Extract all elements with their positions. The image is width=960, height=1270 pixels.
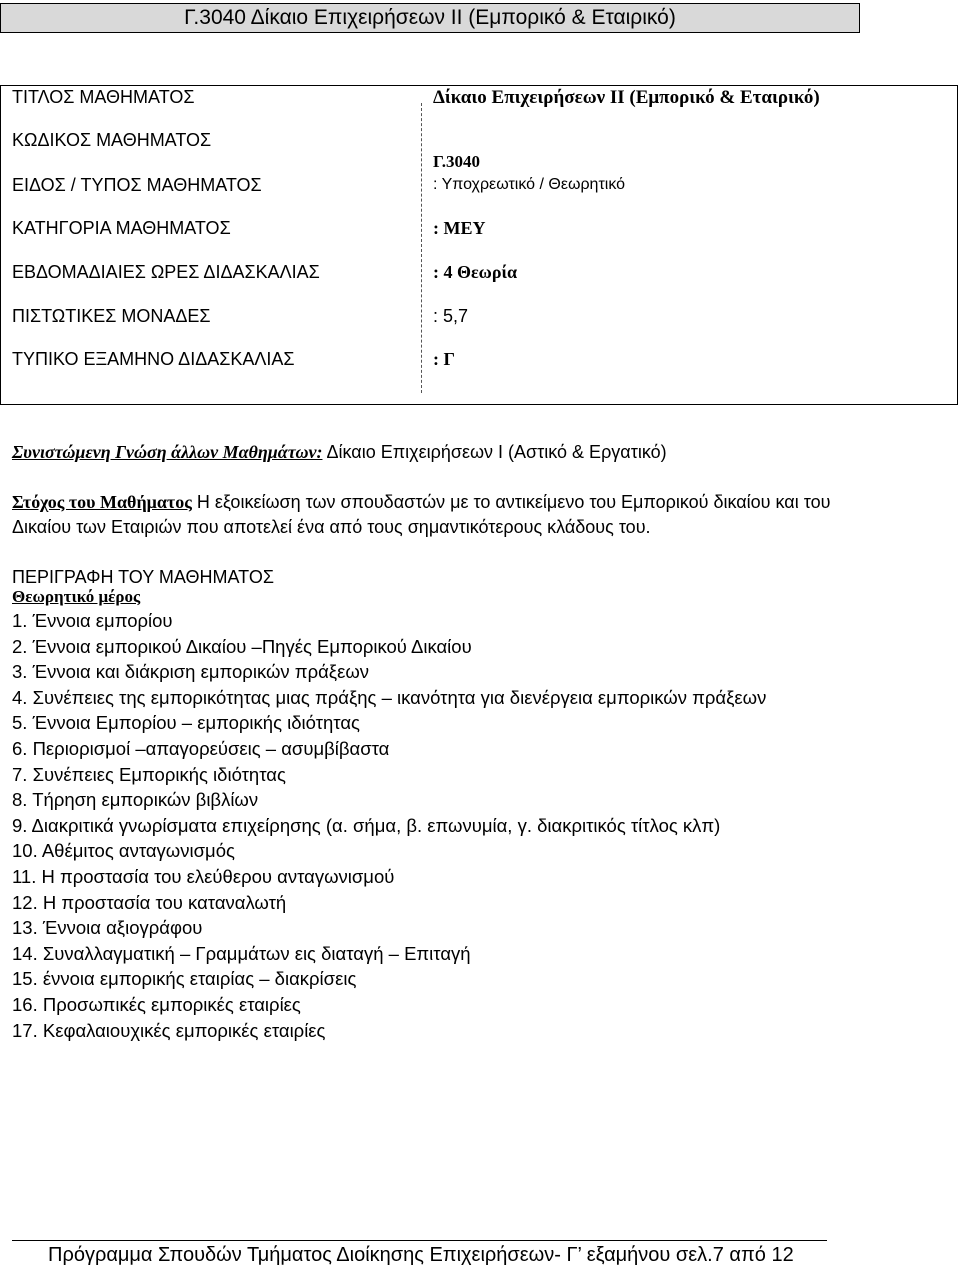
topics-list: [12, 608, 766, 1043]
page-footer: Πρόγραμμα Σπουδών Τμήματος Διοίκησης Επιχειρήσεων- Γ’ εξαμήνου σελ.7 από 12: [48, 1244, 794, 1266]
document-title: Γ.3040 Δίκαιο Επιχειρήσεων ΙΙ (Εμπορικό & Εταιρικό): [0, 3, 860, 33]
title-value: Δίκαιο Επιχειρήσεων ΙΙ (Εμπορικό & Εταιρικό): [433, 87, 820, 108]
prerequisites: [12, 440, 667, 465]
list-item: 4. Συνέπειες της εμπορικότητας μιας πράξης – ικανότητα για διενέργεια εμπορικών πράξεων: [12, 686, 767, 708]
semester-label: ΤΥΠΙΚΟ ΕΞΑΜΗΝΟ ΔΙΔΑΣΚΑΛΙΑΣ: [12, 349, 295, 369]
list-item: 12. Η προστασία του καταναλωτή: [12, 891, 287, 913]
list-item: 3. Έννοια και διάκριση εμπορικών πράξεων: [12, 661, 370, 683]
title-label: ΤΙΤΛΟΣ ΜΑΘΗΜΑΤΟΣ: [12, 87, 195, 107]
objective-text-2: Δικαίου των Εταιριών που αποτελεί ένα από τους σημαντικότερους κλάδους του.: [12, 517, 651, 537]
footer-divider: [12, 1240, 827, 1241]
list-item: 9. Διακριτικά γνωρίσματα επιχείρησης (α. σήμα, β. επωνυμία, γ. διακριτικός τίτλος κλπ): [12, 814, 721, 836]
objective-text-1: Η εξοικείωση των σπουδαστών με το αντικείμενο του Εμπορικού δικαίου και του: [196, 492, 831, 512]
list-item: 14. Συναλλαγματική – Γραμμάτων εις διαταγή – Επιταγή: [12, 942, 471, 964]
code-label: ΚΩΔΙΚΟΣ ΜΑΘΗΜΑΤΟΣ: [12, 130, 212, 150]
code-value: Γ.3040: [433, 152, 481, 171]
list-item: 10. Αθέμιτος ανταγωνισμός: [12, 840, 235, 862]
list-item: 13. Έννοια αξιογράφου: [12, 917, 203, 939]
semester-value: : Γ: [433, 349, 455, 369]
type-label: ΕΙΔΟΣ / ΤΥΠΟΣ ΜΑΘΗΜΑΤΟΣ: [12, 175, 262, 195]
category-label: ΚΑΤΗΓΟΡΙΑ ΜΑΘΗΜΑΤΟΣ: [12, 218, 231, 238]
credits-label: ΠΙΣΤΩΤΙΚΕΣ ΜΟΝΑΔΕΣ: [12, 306, 211, 326]
list-item: 8. Τήρηση εμπορικών βιβλίων: [12, 789, 259, 811]
objective-line-1: [12, 490, 830, 515]
list-item: 7. Συνέπειες Εμπορικής ιδιότητας: [12, 763, 286, 785]
hours-value: : 4 Θεωρία: [433, 262, 518, 282]
prerequisites-label: Συνιστώμενη Γνώση άλλων Μαθημάτων:: [12, 442, 323, 462]
list-item: 1. Έννοια εμπορίου: [12, 610, 173, 631]
list-item: 16. Προσωπικές εμπορικές εταιρίες: [12, 993, 301, 1015]
prerequisites-value: Δίκαιο Επιχειρήσεων Ι (Αστικό & Εργατικό): [326, 442, 667, 462]
list-item: 2. Έννοια εμπορικού Δικαίου –Πηγές Εμπορικού Δικαίου: [12, 635, 472, 657]
credits-value: : 5,7: [433, 306, 469, 326]
list-item: 15. έννοια εμπορικής εταιρίας – διακρίσεις: [12, 968, 357, 990]
objective-label: Στόχος του Μαθήματος: [12, 492, 192, 512]
list-item: 6. Περιορισμοί –απαγορεύσεις – ασυμβίβαστα: [12, 737, 390, 759]
hours-label: ΕΒΔΟΜΑΔΙΑΙΕΣ ΩΡΕΣ ΔΙΔΑΣΚΑΛΙΑΣ: [12, 262, 320, 282]
list-item: 11. Η προστασία του ελεύθερου ανταγωνισμού: [12, 865, 395, 887]
list-item: 17. Κεφαλαιουχικές εμπορικές εταιρίες: [12, 1019, 326, 1041]
type-value: : Υποχρεωτικό / Θεωρητικό: [433, 176, 626, 193]
theory-subheading: Θεωρητικό μέρος: [12, 587, 141, 606]
description-heading: ΠΕΡΙΓΡΑΦΗ ΤΟΥ ΜΑΘΗΜΑΤΟΣ: [12, 567, 274, 587]
list-item: 5. Έννοια Εμπορίου – εμπορικής ιδιότητας: [12, 712, 360, 734]
column-divider: [421, 103, 422, 393]
category-value: : ΜΕΥ: [433, 218, 486, 238]
